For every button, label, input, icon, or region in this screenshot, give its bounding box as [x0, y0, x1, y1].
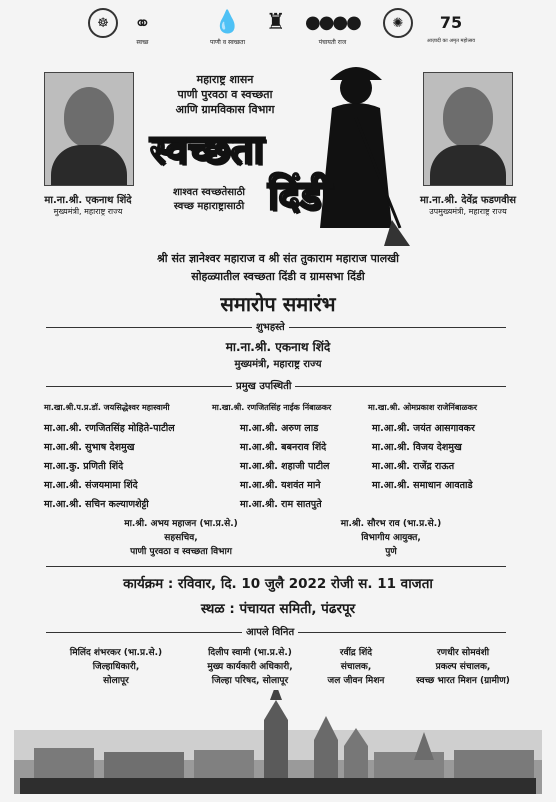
event-description: श्री संत ज्ञानेश्वर महाराज व श्री संत तुकाराम महाराज पालखी सोहळ्यातील स्वच्छता दिंडी व ग्रामसभा दिंडी [156, 252, 399, 283]
guest: मा.आ.श्री. विजय देशमुख [372, 442, 462, 453]
maharashtra-seal-icon: ✺ [383, 8, 413, 38]
signatory-1: मिलिंद शंभरकर (भा.प्र.से.) जिल्हाधिकारी, सोलापूर [69, 648, 163, 686]
guest: मा.आ.श्री. शहाजी पाटील [240, 461, 330, 472]
panchayati-raj-icon: ●●●● पंचायती राज [305, 12, 360, 46]
guest: मा.आ.श्री. राम सातपुते [240, 499, 322, 510]
water-drop-icon: 💧 पाणी व स्वच्छता [210, 10, 246, 46]
left-person-title: मुख्यमंत्री, महाराष्ट्र राज्य [53, 207, 123, 216]
title-word-2: दिंडी [268, 173, 332, 219]
signatory-2: दिलीप स्वामी (भा.प्र.से.) मुख्य कार्यकारी अधिकारी, जिल्हा परिषद, सोलापूर [207, 648, 293, 686]
guest: मा.खा.श्री. ओमप्रकाश राजेनिंबाळकर [368, 403, 477, 412]
azadi-amrit-icon: 75 आज़ादी का अमृत महोत्सव [426, 13, 476, 44]
event-heading: समारोप समारंभ [220, 292, 336, 316]
department-block: महाराष्ट्र शासन पाणी पुरवठा व स्वच्छता आणि ग्रामविकास विभाग [175, 73, 275, 116]
guest: मा.आ.कु. प्रणिती शिंदे [44, 461, 124, 472]
guest: मा.आ.श्री. राजेंद्र राऊत [372, 461, 455, 472]
program-venue: स्थळ : पंचायत समिती, पंढरपूर [200, 601, 356, 617]
signatory-4: रणधीर सोमवंशी प्रकल्प संचालक, स्वच्छ भारत मिशन (ग्रामीण) [416, 648, 510, 686]
pramukh-label: प्रमुख उपस्थिती [232, 378, 295, 392]
national-emblem-icon: ♜ [266, 10, 286, 35]
right-person-name: मा.ना.श्री. देवेंद्र फडणवीस [419, 195, 517, 206]
guest: मा.आ.श्री. जयंत आसगावकर [372, 423, 475, 434]
guest: मा.आ.श्री. अरुण लाड [240, 423, 319, 434]
emblem-wheel-icon: ☸ [88, 8, 118, 38]
chief-guest-title: मुख्यमंत्री, महाराष्ट्र राज्य [234, 359, 322, 370]
right-person-title: उपमुख्यमंत्री, महाराष्ट्र राज्य [429, 207, 507, 216]
guest: मा.आ.श्री. समाधान आवताडे [372, 480, 473, 491]
signatory-3: रवींद्र शिंदे संचालक, जल जीवन मिशन [327, 648, 385, 686]
vinit-label: आपले विनित [242, 624, 298, 638]
tagline: शाश्वत स्वच्छतेसाठी स्वच्छ महाराष्ट्रासाठी [173, 187, 245, 212]
left-portrait [44, 72, 134, 186]
logo-strip [0, 8, 556, 54]
right-portrait [423, 72, 513, 186]
spectacles-icon: ⚭ स्वच्छ [134, 11, 151, 46]
shubhhaste-label: शुभहस्ते [252, 319, 289, 333]
guest: मा.खा.श्री.प.प्र.डॉ. जयसिद्धेश्वर महास्वामी [44, 403, 170, 412]
guest: मा.आ.श्री. सुभाष देशमुख [44, 442, 135, 453]
guest: मा.आ.श्री. बबनराव शिंदे [240, 442, 327, 453]
title-word-1: स्वच्छता [150, 127, 264, 173]
guest: मा.आ.श्री. संजयमामा शिंदे [44, 480, 138, 491]
guest: मा.आ.श्री. रणजितसिंह मोहिते-पाटील [44, 423, 175, 434]
guest: मा.खा.श्री. रणजितसिंह नाईक निंबाळकर [212, 403, 332, 412]
temple-skyline-image [14, 690, 542, 794]
guest: मा.आ.श्री. यशवंत माने [240, 480, 321, 491]
program-date: कार्यक्रम : रविवार, दि. 10 जुलै 2022 रोजी स. 11 वाजता [123, 576, 433, 592]
left-person-name: मा.ना.श्री. एकनाथ शिंदे [44, 195, 132, 206]
official-2: मा.श्री. सौरभ राव (भा.प्र.से.) विभागीय आयुक्त, पुणे [340, 519, 442, 557]
chief-guest-name: मा.ना.श्री. एकनाथ शिंदे [225, 340, 331, 354]
guest: मा.आ.श्री. सचिन कल्याणशेट्टी [44, 499, 149, 510]
official-1: मा.श्री. अभय महाजन (भा.प्र.से.) सहसचिव, पाणी पुरवठा व स्वच्छता विभाग [124, 519, 238, 557]
